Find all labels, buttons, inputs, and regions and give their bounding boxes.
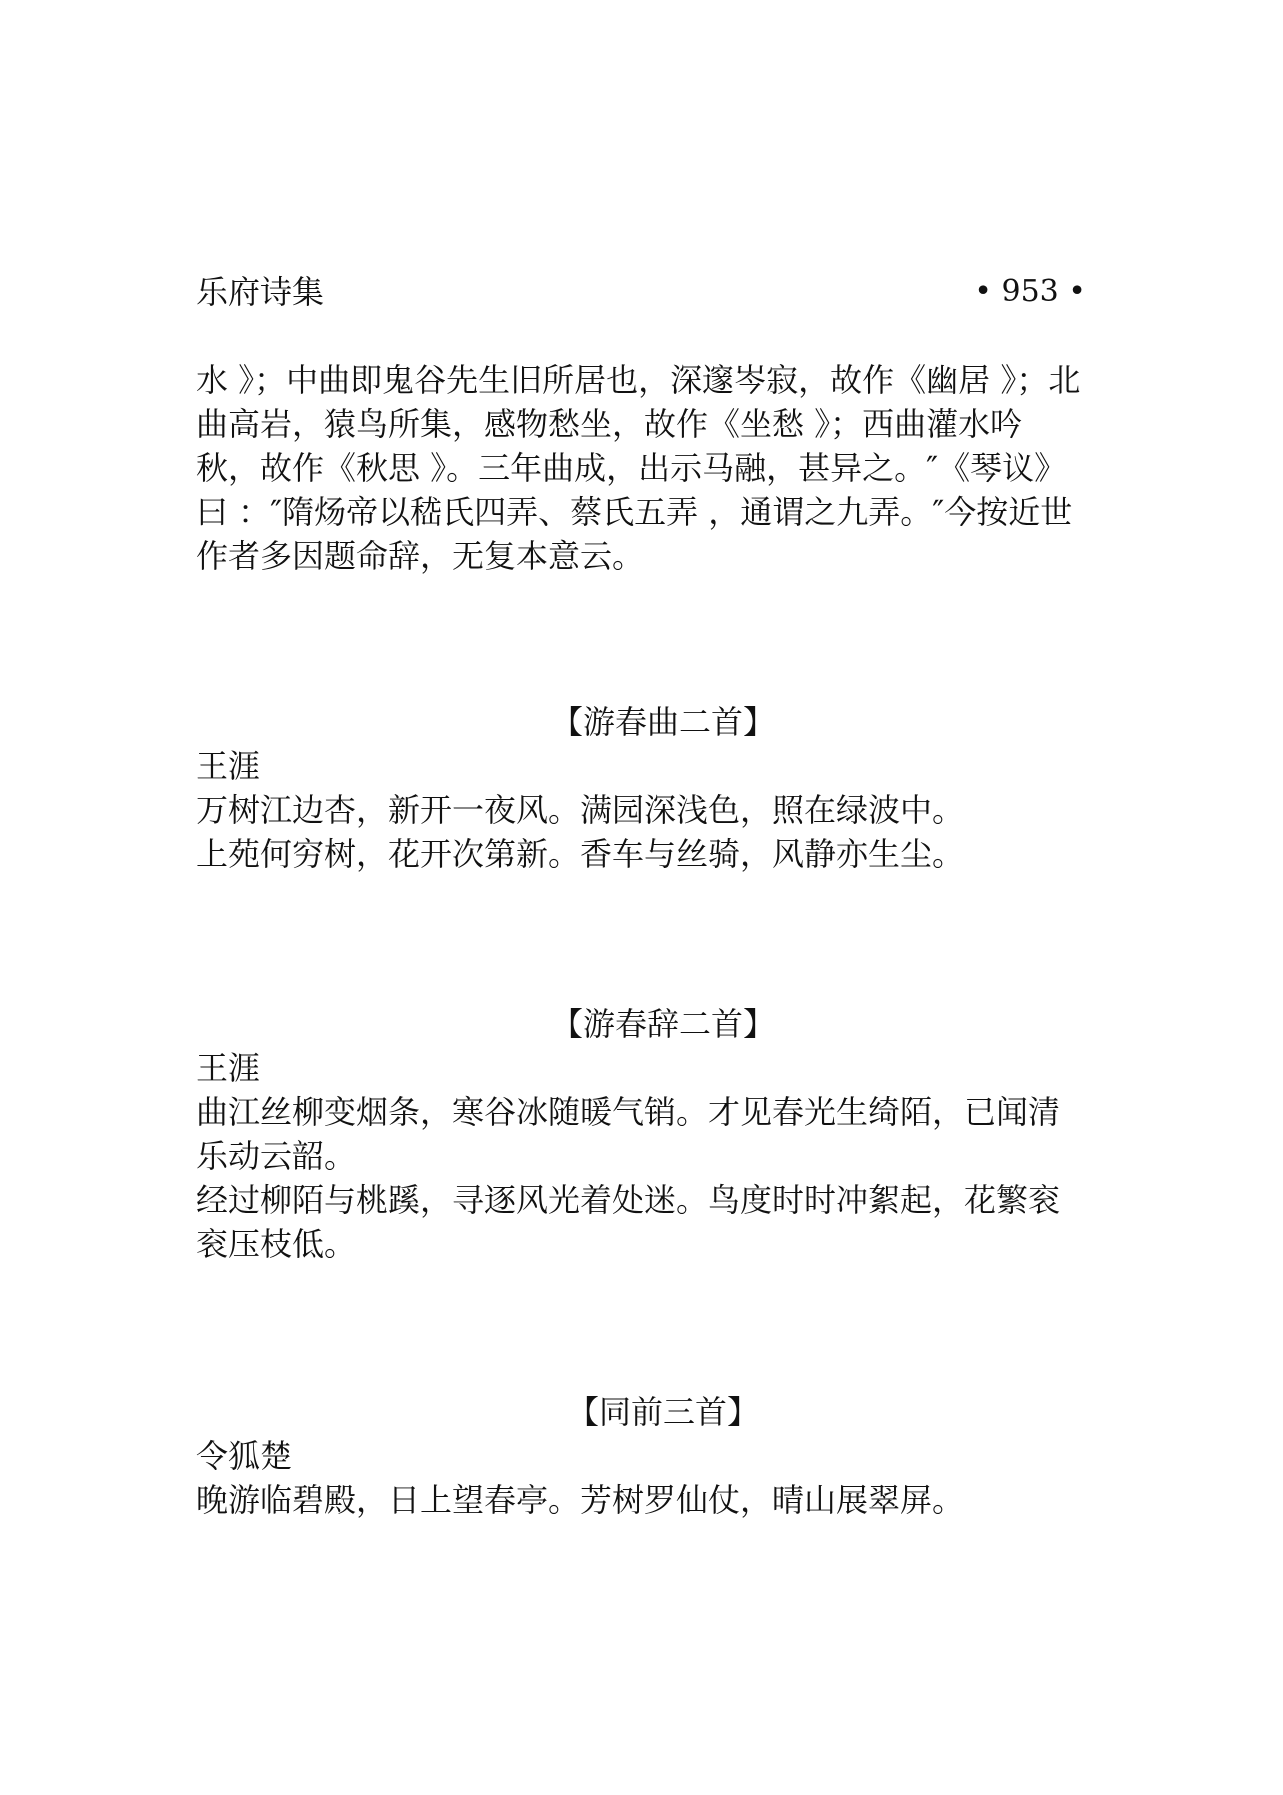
poem-line: 经过柳陌与桃蹊，寻逐风光着处迷。鸟度时时冲絮起，花繁衮衮压枝低。: [196, 1181, 1061, 1263]
intro-text: 水 》；中曲即鬼谷先生旧所居也，深邃岑寂，故作《幽居 》；北曲高岩，猿鸟所集，感物愁坐，故作《坐愁 》；西曲灌水吟秋，故作《秋思 》。三年曲成，出示马融，甚异之。″《琴议》曰 ：″隋炀帝以嵇氏四弄、蔡氏五弄 ，通谓之九弄。″今按近世作者多因题命辞，无复本意云。: [196, 361, 1081, 575]
page-number: • 953 •: [974, 274, 1086, 309]
book-title: 乐府诗集: [196, 273, 325, 311]
section-youchunci: [196, 1002, 1086, 1266]
poem-line: 上苑何穷树，花开次第新。香车与丝骑，风静亦生尘。: [196, 835, 965, 873]
section-tongqian: [196, 1390, 1086, 1522]
section-title: 【同前三首】: [566, 1393, 759, 1431]
poem-author: 王涯: [196, 1049, 261, 1087]
section-title: 【游春曲二首】: [550, 703, 775, 741]
page-header: [196, 270, 1086, 314]
section-youchunqu: [196, 700, 1086, 876]
intro-paragraph: [196, 358, 1086, 578]
poem-author: 王涯: [196, 747, 261, 785]
poem-author: 令狐楚: [196, 1437, 293, 1475]
section-title: 【游春辞二首】: [550, 1005, 775, 1043]
poem-line: 万树江边杏，新开一夜风。满园深浅色，照在绿波中。: [196, 791, 965, 829]
poem-line: 曲江丝柳变烟条，寒谷冰随暖气销。才见春光生绮陌，已闻清乐动云韶。: [196, 1093, 1061, 1175]
poem-line: 晚游临碧殿，日上望春亭。芳树罗仙仗，晴山展翠屏。: [196, 1481, 965, 1519]
